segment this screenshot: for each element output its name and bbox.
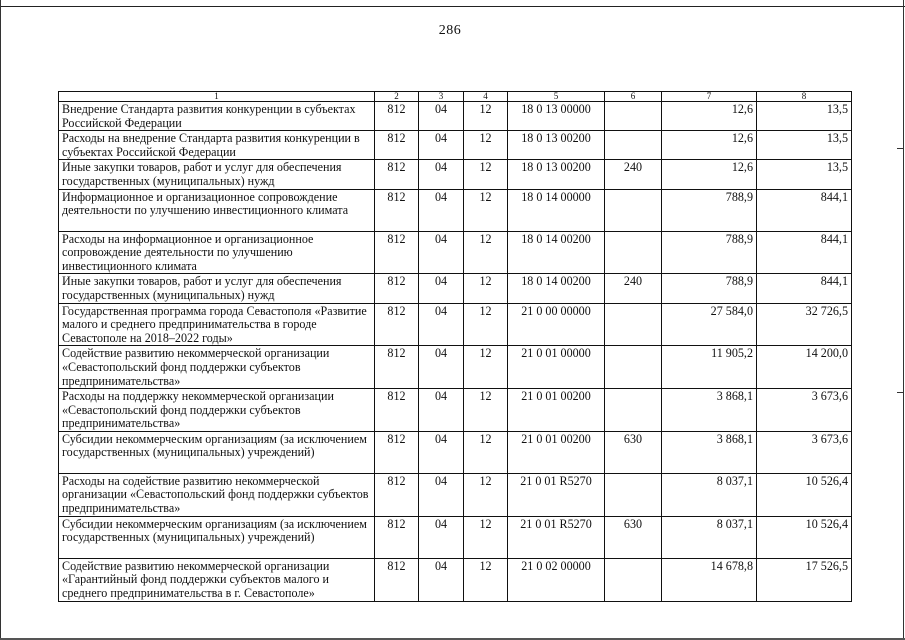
table-row (59, 102, 852, 131)
row-col4-cell: 12 (464, 231, 508, 274)
header-cell-7: 7 (662, 92, 757, 102)
scan-top-border (0, 0, 905, 7)
table-row (59, 189, 852, 231)
row-col7-cell: 27 584,0 (662, 303, 757, 346)
row-col4-cell: 12 (464, 189, 508, 231)
header-cell-2: 2 (375, 92, 419, 102)
row-name-cell: Расходы на поддержку некоммерческой организации «Севастопольский фонд поддержки субъектов предпринимательства» (59, 389, 375, 432)
row-name-cell: Иные закупки товаров, работ и услуг для обеспечения государственных (муниципальных) нужд (59, 160, 375, 189)
row-col7-cell: 14 678,8 (662, 558, 757, 601)
scan-artifact-mark (897, 148, 903, 149)
row-col8-cell: 13,5 (757, 102, 852, 131)
row-col5-cell: 21 0 00 00000 (508, 303, 605, 346)
row-col7-cell: 11 905,2 (662, 346, 757, 389)
row-col8-cell: 17 526,5 (757, 558, 852, 601)
row-col4-cell: 12 (464, 346, 508, 389)
row-col6-cell (605, 473, 662, 516)
row-col4-cell: 12 (464, 516, 508, 558)
row-col6-cell: 240 (605, 160, 662, 189)
header-cell-5: 5 (508, 92, 605, 102)
row-col4-cell: 12 (464, 303, 508, 346)
row-col6-cell (605, 102, 662, 131)
row-col4-cell: 12 (464, 473, 508, 516)
scan-artifact-mark (897, 392, 903, 393)
row-col3-cell: 04 (419, 558, 464, 601)
table-row (59, 231, 852, 274)
row-col2-cell: 812 (375, 274, 419, 303)
row-col8-cell: 844,1 (757, 231, 852, 274)
table-header-row (59, 92, 852, 102)
row-col2-cell: 812 (375, 231, 419, 274)
header-cell-4: 4 (464, 92, 508, 102)
row-name-cell: Иные закупки товаров, работ и услуг для обеспечения государственных (муниципальных) нужд (59, 274, 375, 303)
row-col2-cell: 812 (375, 346, 419, 389)
row-col5-cell: 18 0 14 00200 (508, 274, 605, 303)
row-col5-cell: 21 0 01 00200 (508, 431, 605, 473)
row-col3-cell: 04 (419, 303, 464, 346)
row-col3-cell: 04 (419, 431, 464, 473)
table-row (59, 274, 852, 303)
row-col5-cell: 21 0 01 00200 (508, 389, 605, 432)
row-col4-cell: 12 (464, 131, 508, 160)
row-col8-cell: 10 526,4 (757, 516, 852, 558)
row-col5-cell: 18 0 13 00200 (508, 160, 605, 189)
row-col5-cell: 18 0 14 00200 (508, 231, 605, 274)
row-col3-cell: 04 (419, 473, 464, 516)
row-col7-cell: 12,6 (662, 131, 757, 160)
header-cell-6: 6 (605, 92, 662, 102)
row-col6-cell (605, 558, 662, 601)
row-name-cell: Информационное и организационное сопровождение деятельности по улучшению инвестиционного климата (59, 189, 375, 231)
table-row (59, 473, 852, 516)
row-col2-cell: 812 (375, 431, 419, 473)
table-row (59, 431, 852, 473)
row-col5-cell: 21 0 01 R5270 (508, 516, 605, 558)
page-number: 286 (438, 23, 462, 38)
row-col5-cell: 21 0 01 00000 (508, 346, 605, 389)
budget-table-body (59, 92, 852, 602)
table-row (59, 558, 852, 601)
row-col8-cell: 13,5 (757, 160, 852, 189)
row-col2-cell: 812 (375, 473, 419, 516)
row-col8-cell: 32 726,5 (757, 303, 852, 346)
table-row (59, 160, 852, 189)
row-col8-cell: 3 673,6 (757, 389, 852, 432)
header-cell-1: 1 (59, 92, 375, 102)
row-col4-cell: 12 (464, 558, 508, 601)
row-col2-cell: 812 (375, 558, 419, 601)
row-col8-cell: 844,1 (757, 274, 852, 303)
row-col6-cell: 630 (605, 431, 662, 473)
row-col4-cell: 12 (464, 389, 508, 432)
row-col3-cell: 04 (419, 389, 464, 432)
row-col2-cell: 812 (375, 303, 419, 346)
table-row (59, 516, 852, 558)
row-col2-cell: 812 (375, 102, 419, 131)
header-cell-3: 3 (419, 92, 464, 102)
row-col8-cell: 3 673,6 (757, 431, 852, 473)
row-col5-cell: 21 0 02 00000 (508, 558, 605, 601)
row-col5-cell: 18 0 13 00200 (508, 131, 605, 160)
row-col8-cell: 14 200,0 (757, 346, 852, 389)
row-col3-cell: 04 (419, 346, 464, 389)
row-col8-cell: 10 526,4 (757, 473, 852, 516)
row-col3-cell: 04 (419, 189, 464, 231)
row-col7-cell: 12,6 (662, 102, 757, 131)
row-col7-cell: 8 037,1 (662, 516, 757, 558)
row-col5-cell: 18 0 14 00000 (508, 189, 605, 231)
row-col6-cell: 240 (605, 274, 662, 303)
scan-left-border (0, 0, 1, 640)
table-row (59, 131, 852, 160)
row-col2-cell: 812 (375, 389, 419, 432)
row-col3-cell: 04 (419, 516, 464, 558)
row-col5-cell: 18 0 13 00000 (508, 102, 605, 131)
row-col3-cell: 04 (419, 160, 464, 189)
row-col7-cell: 3 868,1 (662, 389, 757, 432)
row-name-cell: Внедрение Стандарта развития конкуренции в субъектах Российской Федерации (59, 102, 375, 131)
row-name-cell: Расходы на содействие развитию некоммерческой организации «Севастопольский фонд поддержки субъектов предпринимательства» (59, 473, 375, 516)
row-col2-cell: 812 (375, 160, 419, 189)
row-col7-cell: 788,9 (662, 189, 757, 231)
row-col4-cell: 12 (464, 431, 508, 473)
row-col6-cell (605, 303, 662, 346)
row-col3-cell: 04 (419, 274, 464, 303)
row-col6-cell (605, 389, 662, 432)
row-name-cell: Расходы на внедрение Стандарта развития конкуренции в субъектах Российской Федерации (59, 131, 375, 160)
row-col2-cell: 812 (375, 131, 419, 160)
row-col2-cell: 812 (375, 189, 419, 231)
row-col7-cell: 788,9 (662, 274, 757, 303)
row-col6-cell (605, 231, 662, 274)
row-col7-cell: 8 037,1 (662, 473, 757, 516)
table-row (59, 303, 852, 346)
row-col3-cell: 04 (419, 131, 464, 160)
row-col4-cell: 12 (464, 274, 508, 303)
row-col6-cell (605, 131, 662, 160)
row-col6-cell (605, 346, 662, 389)
row-name-cell: Субсидии некоммерческим организациям (за исключением государственных (муниципальных) учреждений) (59, 431, 375, 473)
scan-right-border (903, 0, 904, 640)
header-cell-8: 8 (757, 92, 852, 102)
row-col8-cell: 844,1 (757, 189, 852, 231)
row-col4-cell: 12 (464, 102, 508, 131)
row-col5-cell: 21 0 01 R5270 (508, 473, 605, 516)
row-name-cell: Содействие развитию некоммерческой организации «Гарантийный фонд поддержки субъектов малого и среднего предпринимательства в г. Севастополе» (59, 558, 375, 601)
table-row (59, 346, 852, 389)
row-col4-cell: 12 (464, 160, 508, 189)
budget-table (58, 91, 852, 602)
row-col3-cell: 04 (419, 102, 464, 131)
row-col3-cell: 04 (419, 231, 464, 274)
row-col2-cell: 812 (375, 516, 419, 558)
row-col7-cell: 3 868,1 (662, 431, 757, 473)
table-row (59, 389, 852, 432)
row-col6-cell (605, 189, 662, 231)
row-name-cell: Содействие развитию некоммерческой организации «Севастопольский фонд поддержки субъектов предпринимательства» (59, 346, 375, 389)
row-col7-cell: 788,9 (662, 231, 757, 274)
row-name-cell: Государственная программа города Севастополя «Развитие малого и среднего предпринимательства в городе Севастополе на 2018–2022 годы» (59, 303, 375, 346)
row-name-cell: Субсидии некоммерческим организациям (за исключением государственных (муниципальных) учреждений) (59, 516, 375, 558)
row-col6-cell: 630 (605, 516, 662, 558)
row-name-cell: Расходы на информационное и организационное сопровождение деятельности по улучшению инвестиционного климата (59, 231, 375, 274)
row-col7-cell: 12,6 (662, 160, 757, 189)
row-col8-cell: 13,5 (757, 131, 852, 160)
